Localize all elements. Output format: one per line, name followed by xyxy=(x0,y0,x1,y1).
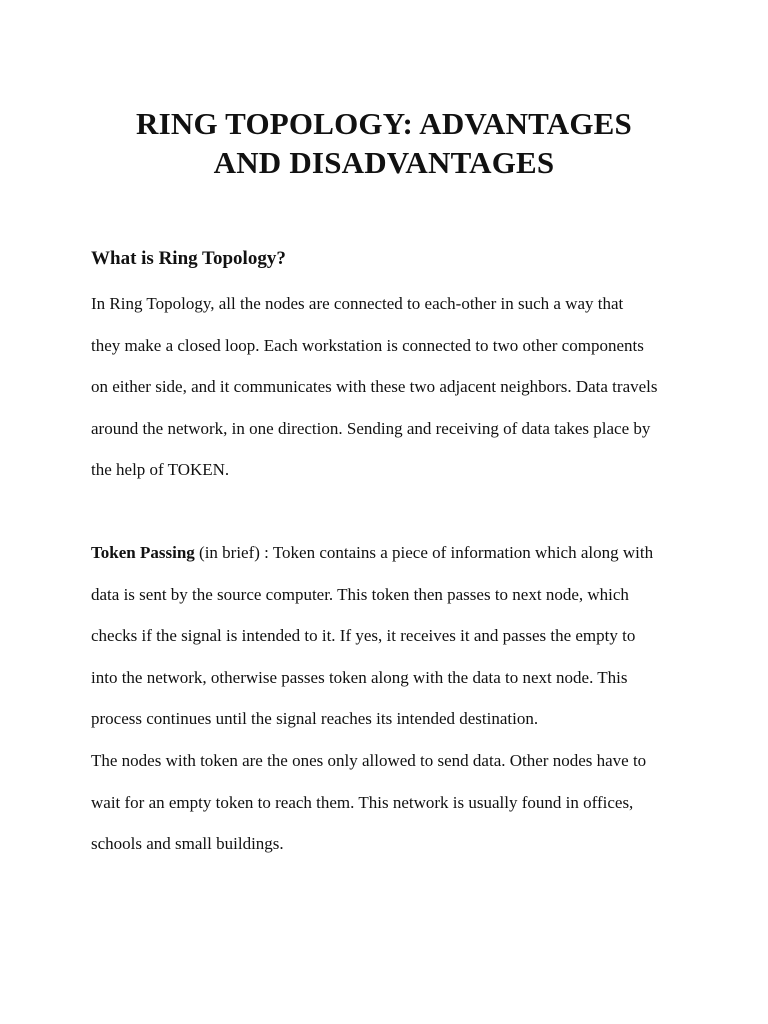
paragraph-line: schools and small buildings. xyxy=(91,834,284,853)
paragraph-line: data is sent by the source computer. This token then passes to next node, which xyxy=(91,584,629,604)
document-title-line-1: RING TOPOLOGY: ADVANTAGES xyxy=(136,106,632,141)
paragraph-line: around the network, in one direction. Sending and receiving of data takes place by xyxy=(91,418,651,438)
paragraph-line: on either side, and it communicates with these two adjacent neighbors. Data travels xyxy=(91,377,658,396)
section-heading: What is Ring Topology? xyxy=(91,248,286,269)
paragraph-line: wait for an empty token to reach them. This network is usually found in offices, xyxy=(91,792,634,812)
paragraph-line: The nodes with token are the ones only allowed to send data. Other nodes have to xyxy=(91,751,647,770)
paragraph-token-passing xyxy=(91,532,691,740)
paragraph-token-nodes xyxy=(91,740,691,865)
paragraph-line: they make a closed loop. Each workstation is connected to two other components xyxy=(91,335,644,355)
paragraph-line: into the network, otherwise passes token along with the data to next node. This xyxy=(91,667,628,687)
document-title xyxy=(90,104,678,182)
paragraph-ring-topology xyxy=(91,283,691,491)
document-title-line-2: AND DISADVANTAGES xyxy=(213,145,555,180)
paragraph-line: In Ring Topology, all the nodes are connected to each-other in such a way that xyxy=(91,294,624,313)
paragraph-line: process continues until the signal reaches its intended destination. xyxy=(91,709,539,728)
paragraph-line: checks if the signal is intended to it. If yes, it receives it and passes the empty to xyxy=(91,626,636,645)
paragraph-line-rest: (in brief) : Token contains a piece of information which along with xyxy=(194,543,654,562)
token-passing-term: Token Passing xyxy=(91,543,195,562)
paragraph-line: the help of TOKEN. xyxy=(91,460,230,479)
paragraph-line xyxy=(91,532,691,574)
